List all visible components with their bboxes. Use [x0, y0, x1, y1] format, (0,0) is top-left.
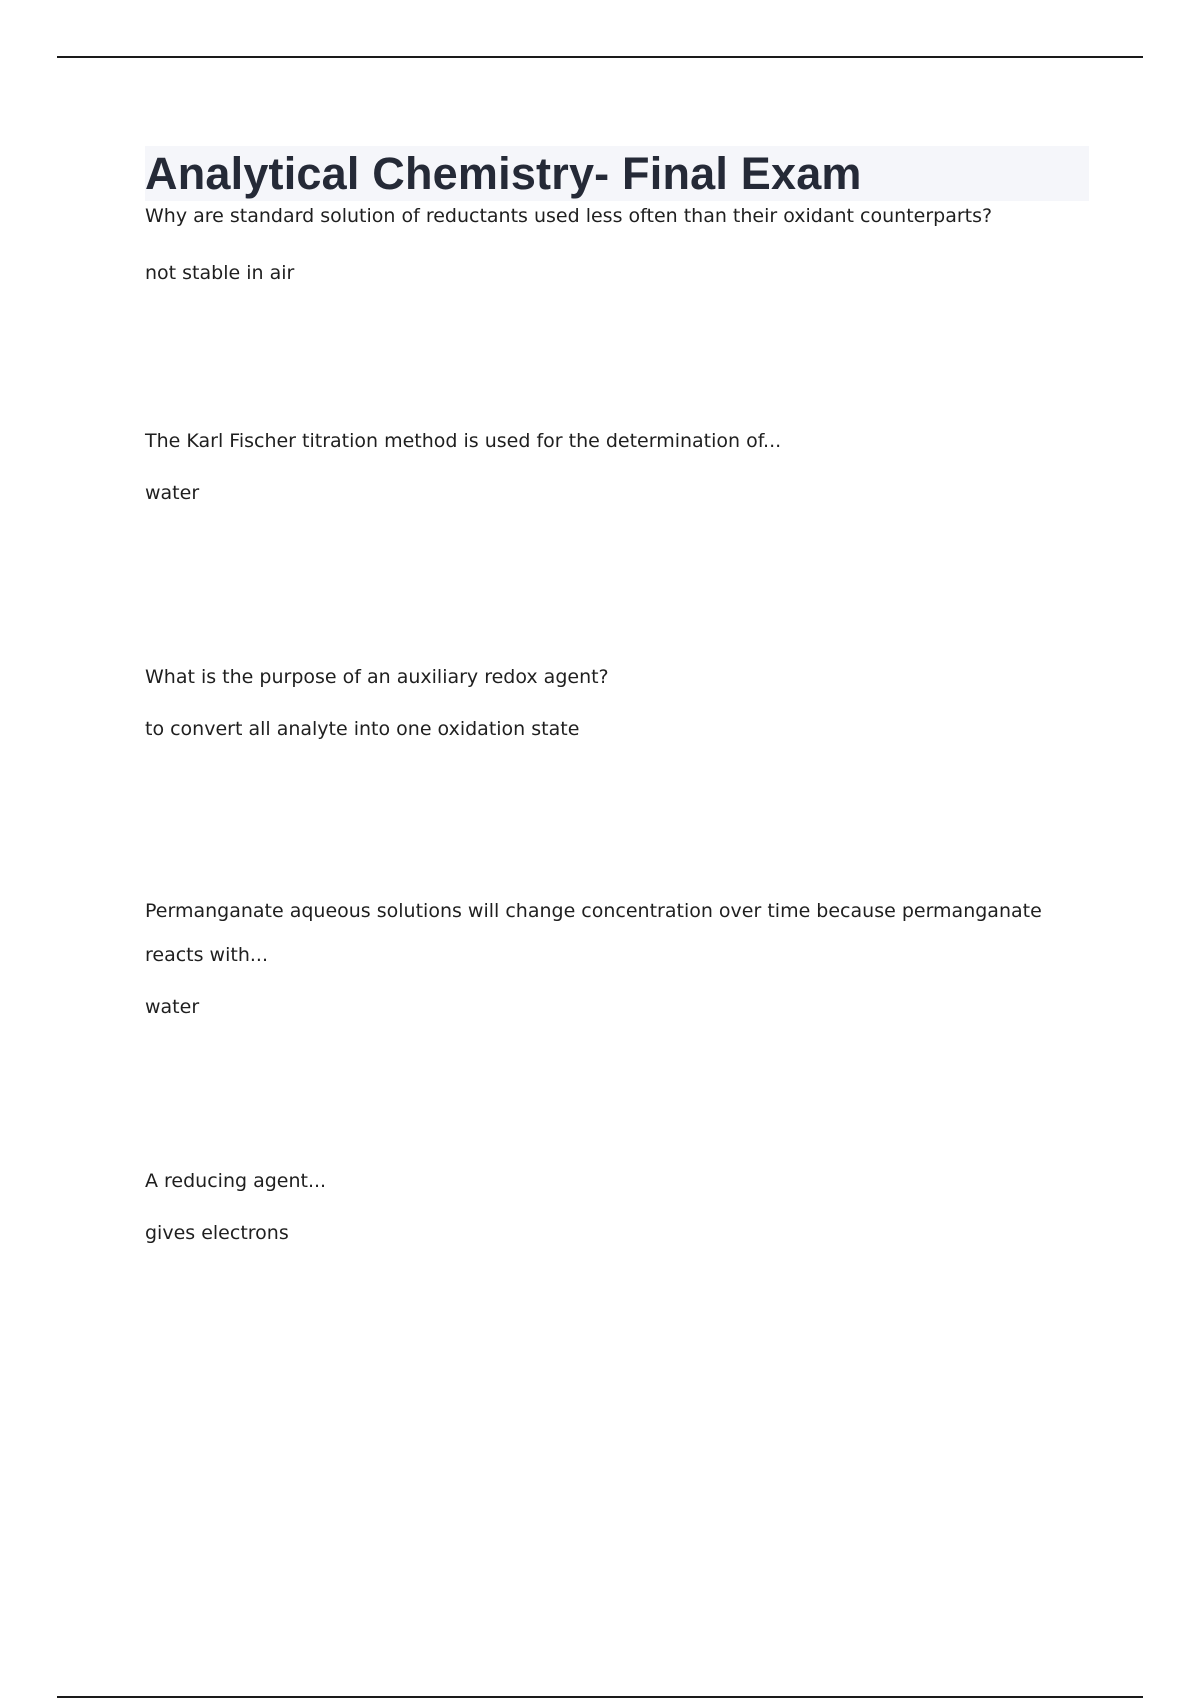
qa-item — [145, 419, 1090, 507]
question-text: Why are standard solution of reductants used less often than their oxidant counterparts? — [145, 205, 993, 227]
qa-item — [145, 655, 1090, 743]
answer-text: gives electrons — [145, 1222, 289, 1244]
top-divider — [57, 56, 1143, 58]
qa-item — [145, 201, 1090, 287]
question-text: What is the purpose of an auxiliary redox agent? — [145, 666, 609, 688]
title-band — [145, 146, 1089, 201]
question-text: Permanganate aqueous solutions will change concentration over time because permanganate reacts with... — [145, 900, 1042, 966]
answer-text: to convert all analyte into one oxidation state — [145, 718, 580, 740]
question-text: A reducing agent... — [145, 1170, 327, 1192]
page-title: Analytical Chemistry- Final Exam — [145, 148, 862, 199]
question-text: The Karl Fischer titration method is used for the determination of... — [145, 430, 782, 452]
answer-text: not stable in air — [145, 262, 295, 284]
bottom-divider — [57, 1696, 1143, 1698]
answer-text: water — [145, 996, 200, 1018]
qa-item — [145, 1159, 1090, 1247]
qa-item — [145, 889, 1090, 1021]
document-body — [145, 146, 1090, 1247]
answer-text: water — [145, 482, 200, 504]
